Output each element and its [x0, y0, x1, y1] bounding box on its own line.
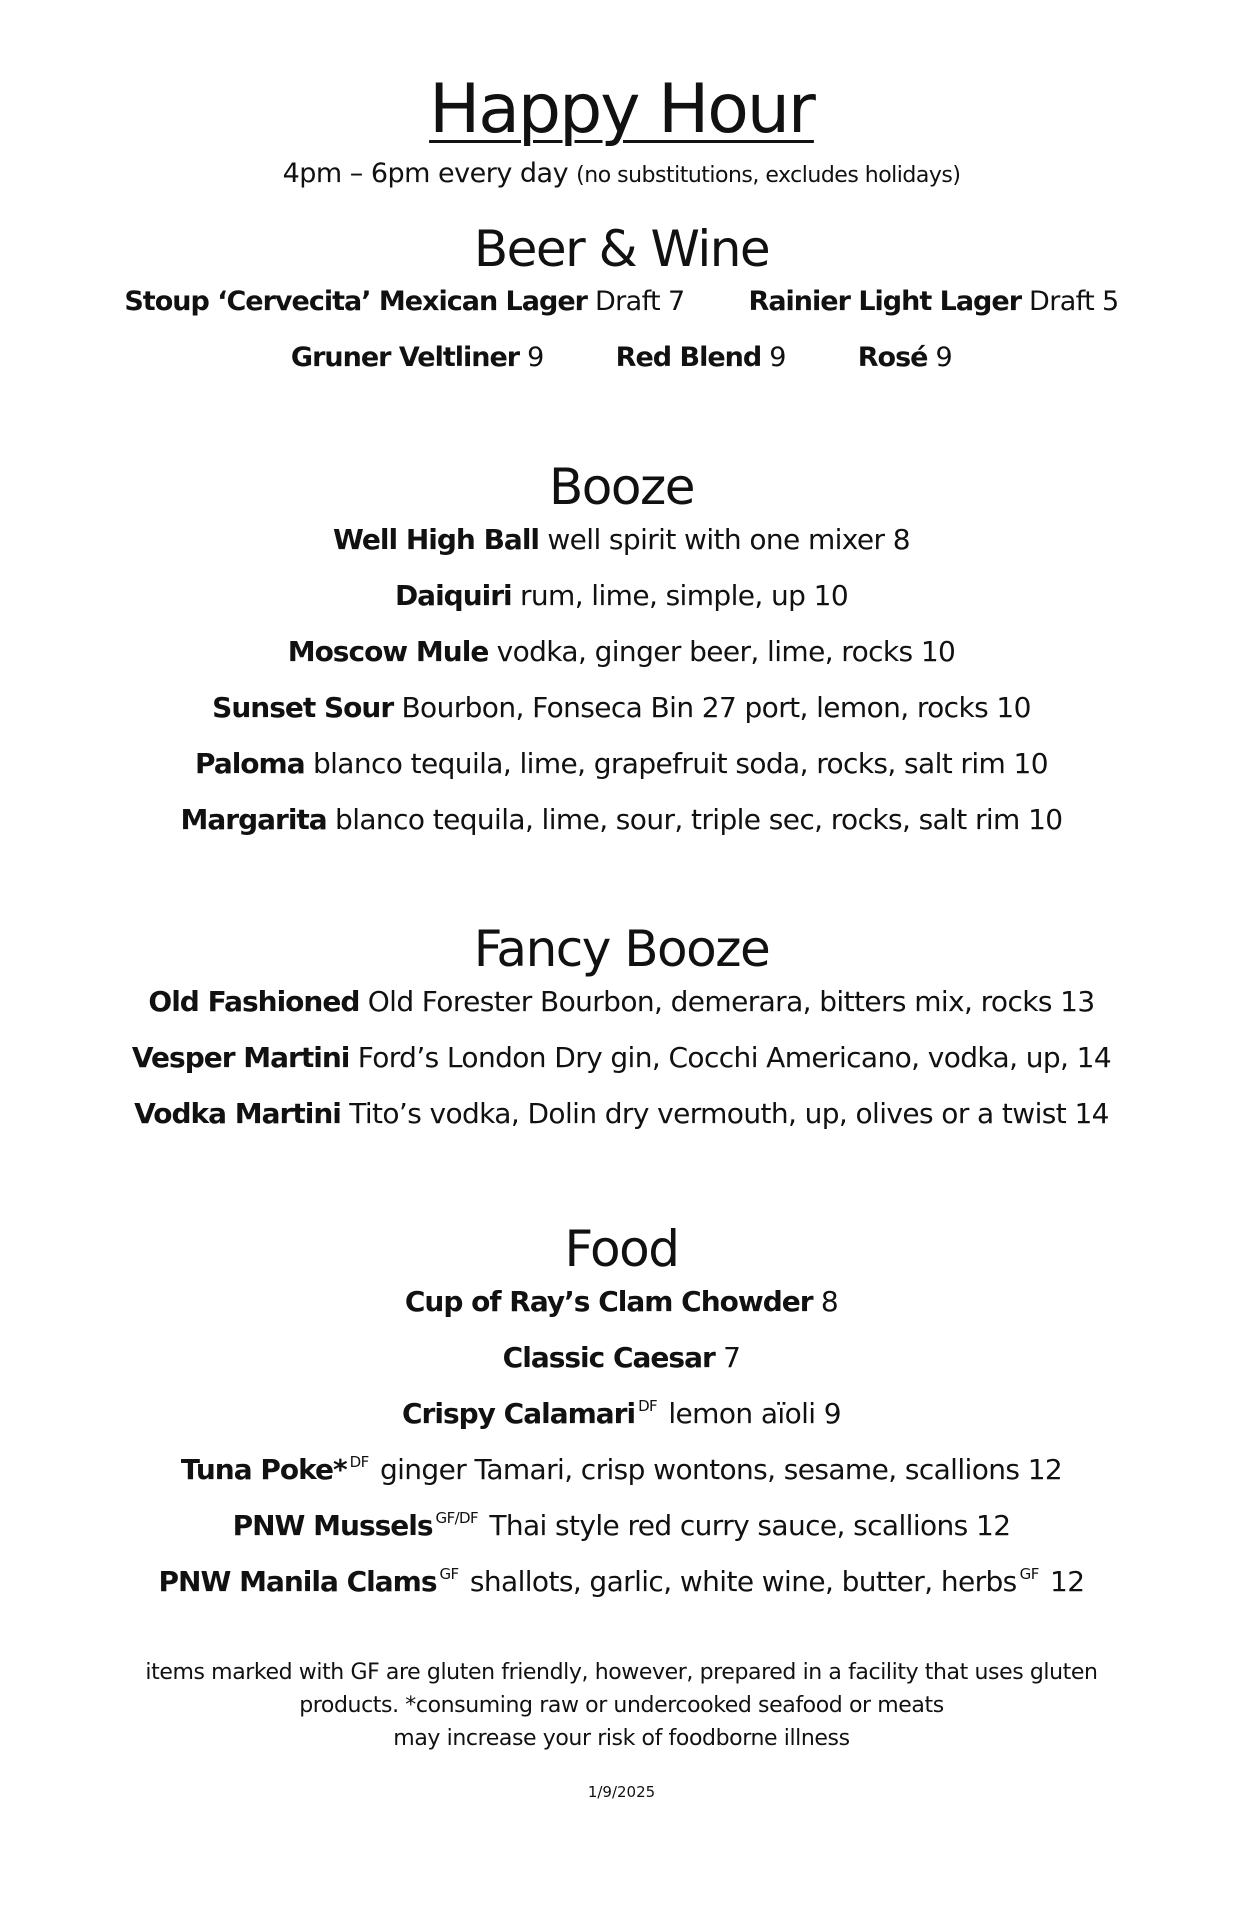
- page-title: Happy Hour: [429, 70, 814, 149]
- item-desc: Tito’s vodka, Dolin dry vermouth, up, olives or a twist: [349, 1097, 1067, 1130]
- diet-tag: DF: [349, 1453, 369, 1471]
- section-heading-booze: Booze: [549, 458, 694, 516]
- section-heading-food: Food: [564, 1220, 679, 1278]
- item-price: 10: [1013, 747, 1048, 780]
- menu-item: [0, 1338, 1243, 1378]
- item-desc: Draft: [594, 286, 660, 317]
- menu-item: [0, 632, 1243, 672]
- item-name: Classic Caesar: [502, 1341, 715, 1374]
- hours-note: (no substitutions, excludes holidays): [576, 163, 961, 188]
- item-desc: blanco tequila, lime, grapefruit soda, rocks, salt rim: [312, 747, 1006, 780]
- item-price: 10: [996, 691, 1031, 724]
- item-desc: Thai style red curry sauce, scallions: [489, 1509, 968, 1542]
- diet-tag: GF/DF: [435, 1509, 479, 1527]
- wine-row: [0, 338, 1243, 378]
- item-name: Tuna Poke*: [180, 1453, 347, 1486]
- item-name: Crispy Calamari: [402, 1397, 636, 1430]
- item-desc: ginger Tamari, crisp wontons, sesame, scallions: [379, 1453, 1020, 1486]
- item-price: 14: [1074, 1097, 1109, 1130]
- item-price: 8: [820, 1285, 839, 1318]
- menu-date: 1/9/2025: [587, 1783, 656, 1801]
- item-name: Daiquiri: [394, 579, 512, 612]
- item-desc: vodka, ginger beer, lime, rocks: [496, 635, 913, 668]
- item-name: Sunset Sour: [212, 691, 394, 724]
- item-price: 5: [1102, 286, 1119, 317]
- item-price: 13: [1060, 985, 1095, 1018]
- disclaimer-line: items marked with GF are gluten friendly, however, prepared in a facility that uses gluten: [145, 1660, 1098, 1685]
- item-price: 10: [920, 635, 956, 668]
- item-price: 9: [823, 1397, 841, 1430]
- item-name: Margarita: [180, 803, 327, 836]
- disclaimer-line: may increase your risk of foodborne illness: [393, 1726, 850, 1751]
- item-name: Red Blend: [615, 342, 762, 373]
- menu-item: [0, 1450, 1243, 1490]
- item-price: 12: [1050, 1565, 1085, 1598]
- item-desc: Ford’s London Dry gin, Cocchi Americano, vodka, up,: [357, 1041, 1069, 1074]
- section-heading-fancy-booze: Fancy Booze: [473, 920, 770, 978]
- menu-item: [0, 1094, 1243, 1134]
- item-desc: blanco tequila, lime, sour, triple sec, rocks, salt rim: [335, 803, 1020, 836]
- menu-item: [0, 1562, 1243, 1602]
- item-desc: rum, lime, simple, up: [519, 579, 806, 612]
- menu-item: [0, 576, 1243, 616]
- menu-item: [0, 982, 1243, 1022]
- item-name: Vodka Martini: [134, 1097, 341, 1130]
- menu-item: [0, 520, 1243, 560]
- menu-item: [0, 688, 1243, 728]
- diet-tag: DF: [638, 1397, 658, 1415]
- hours-line: [0, 156, 1243, 194]
- menu-item: [0, 1038, 1243, 1078]
- item-price: 7: [667, 286, 685, 317]
- item-name: Well High Ball: [333, 523, 540, 556]
- beer-row-1: [0, 282, 1243, 322]
- item-name: PNW Manila Clams: [158, 1565, 437, 1598]
- item-name: Cup of Ray’s Clam Chowder: [404, 1285, 813, 1318]
- item-desc: lemon aïoli: [668, 1397, 816, 1430]
- disclaimer: [0, 1656, 1243, 1755]
- item-desc: shallots, garlic, white wine, butter, herbs: [469, 1565, 1017, 1598]
- item-name: Vesper Martini: [131, 1041, 350, 1074]
- menu-item: [0, 1506, 1243, 1546]
- item-price: 10: [813, 579, 849, 612]
- diet-tag: GF: [1019, 1565, 1039, 1583]
- item-price: 9: [935, 342, 953, 373]
- item-desc: Draft: [1029, 286, 1095, 317]
- item-price: 7: [723, 1341, 741, 1374]
- menu-item: [0, 1394, 1243, 1434]
- item-price: 10: [1028, 803, 1063, 836]
- item-price: 14: [1076, 1041, 1112, 1074]
- item-price: 9: [769, 342, 786, 373]
- item-name: Stoup ‘Cervecita’ Mexican Lager: [124, 286, 587, 317]
- item-name: PNW Mussels: [232, 1509, 433, 1542]
- item-price: 12: [975, 1509, 1011, 1542]
- item-name: Rosé: [857, 342, 928, 373]
- item-price: 9: [527, 342, 544, 373]
- menu-item: [0, 744, 1243, 784]
- disclaimer-line: products. *consuming raw or undercooked seafood or meats: [299, 1693, 944, 1718]
- diet-tag: GF: [439, 1565, 459, 1583]
- item-desc: Bourbon, Fonseca Bin 27 port, lemon, rocks: [401, 691, 989, 724]
- item-desc: Old Forester Bourbon, demerara, bitters mix, rocks: [367, 985, 1052, 1018]
- item-name: Old Fashioned: [148, 985, 360, 1018]
- item-price: 12: [1027, 1453, 1063, 1486]
- item-name: Rainier Light Lager: [748, 286, 1022, 317]
- item-desc: well spirit with one mixer: [547, 523, 885, 556]
- menu-item: [0, 1282, 1243, 1322]
- hours-text: 4pm – 6pm every day: [282, 158, 569, 189]
- item-name: Gruner Veltliner: [290, 342, 520, 373]
- item-name: Paloma: [195, 747, 305, 780]
- menu-item: [0, 800, 1243, 840]
- section-heading-beer-wine: Beer & Wine: [473, 220, 770, 278]
- item-name: Moscow Mule: [287, 635, 489, 668]
- item-price: 8: [892, 523, 910, 556]
